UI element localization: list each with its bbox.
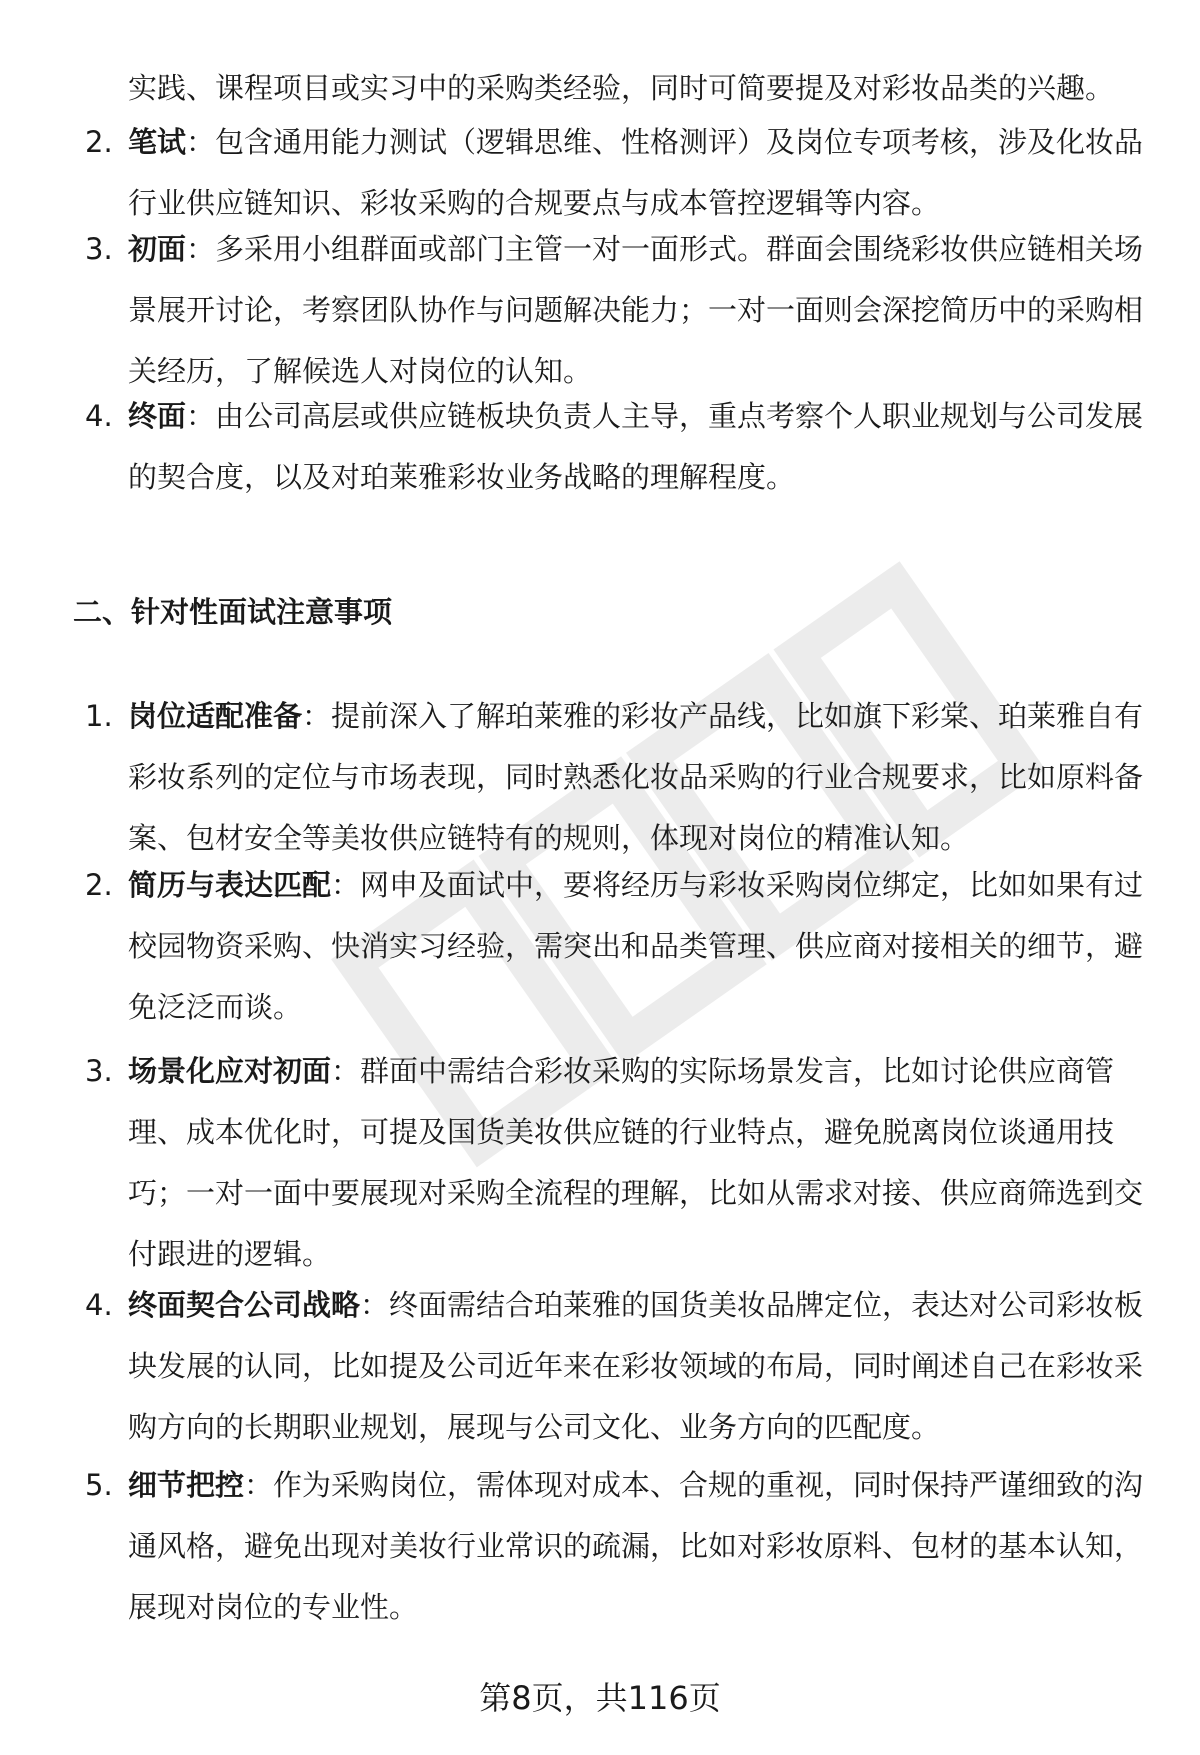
item-text: 作为采购岗位，需体现对成本、合规的重视，同时保持严谨细致的沟通风格，避免出现对美妆行业常识的疏漏，比如对彩妆原料、包材的基本认知，展现对岗位的专业性。 <box>128 1468 1144 1624</box>
item-text: 包含通用能力测试（逻辑思维、性格测评）及岗位专项考核，涉及化妆品行业供应链知识、彩妆采购的合规要点与成本管控逻辑等内容。 <box>128 125 1144 220</box>
tip-item-detail-control <box>85 1455 1145 1638</box>
list-number: 4. <box>85 1288 113 1322</box>
item-title: 简历与表达匹配 <box>128 868 332 902</box>
item-title: 终面契合公司战略 <box>128 1288 361 1322</box>
item-text: 网申及面试中，要将经历与彩妆采购岗位绑定，比如如果有过校园物资采购、快消实习经验，需突出和品类管理、供应商对接相关的细节，避免泛泛而谈。 <box>128 868 1144 1024</box>
list-number: 1. <box>85 699 113 733</box>
list-item-body: 笔试：包含通用能力测试（逻辑思维、性格测评）及岗位专项考核，涉及化妆品行业供应链知识、彩妆采购的合规要点与成本管控逻辑等内容。 <box>128 125 1144 220</box>
list-item-body: 细节把控：作为采购岗位，需体现对成本、合规的重视，同时保持严谨细致的沟通风格，避免出现对美妆行业常识的疏漏，比如对彩妆原料、包材的基本认知，展现对岗位的专业性。 <box>128 1468 1144 1624</box>
item-title: 初面 <box>128 232 187 266</box>
list-item-body: 初面：多采用小组群面或部门主管一对一面形式。群面会围绕彩妆供应链相关场景展开讨论，考察团队协作与问题解决能力；一对一面则会深挖简历中的采购相关经历，了解候选人对岗位的认知。 <box>128 232 1144 388</box>
tip-item-strategy-fit <box>85 1275 1145 1458</box>
item-title: 终面 <box>128 399 187 433</box>
item-title: 细节把控 <box>128 1468 245 1502</box>
item-title: 笔试 <box>128 125 187 159</box>
continuation-text: 实践、课程项目或实习中的采购类经验，同时可简要提及对彩妆品类的兴趣。 <box>128 71 1115 105</box>
list-item-body: 简历与表达匹配：网申及面试中，要将经历与彩妆采购岗位绑定，比如如果有过校园物资采购、快消实习经验，需突出和品类管理、供应商对接相关的细节，避免泛泛而谈。 <box>128 868 1144 1024</box>
tip-item-scenario-first-interview <box>85 1041 1145 1285</box>
process-item-first-interview <box>85 219 1145 402</box>
item-text: 多采用小组群面或部门主管一对一面形式。群面会围绕彩妆供应链相关场景展开讨论，考察团队协作与问题解决能力；一对一面则会深挖简历中的采购相关经历，了解候选人对岗位的认知。 <box>128 232 1144 388</box>
list-number: 3. <box>85 232 113 266</box>
list-item-body: 场景化应对初面：群面中需结合彩妆采购的实际场景发言，比如讨论供应商管理、成本优化时，可提及国货美妆供应链的行业特点，避免脱离岗位谈通用技巧；一对一面中要展现对采购全流程的理解，比如从需求对接、供应商筛选到交付跟进的逻辑。 <box>128 1054 1144 1271</box>
page-footer: 第8页，共116页 <box>479 1679 721 1717</box>
list-number: 4. <box>85 399 113 433</box>
list-number: 5. <box>85 1468 113 1502</box>
process-item-written-test <box>85 112 1145 234</box>
list-number: 3. <box>85 1054 113 1088</box>
item-title: 场景化应对初面 <box>128 1054 332 1088</box>
list-item-body: 终面契合公司战略：终面需结合珀莱雅的国货美妆品牌定位，表达对公司彩妆板块发展的认同，比如提及公司近年来在彩妆领域的布局，同时阐述自己在彩妆采购方向的长期职业规划，展现与公司文化、业务方向的匹配度。 <box>128 1288 1144 1444</box>
item-text: 提前深入了解珀莱雅的彩妆产品线，比如旗下彩棠、珀莱雅自有彩妆系列的定位与市场表现，同时熟悉化妆品采购的行业合规要求，比如原料备案、包材安全等美妆供应链特有的规则，体现对岗位的精准认知。 <box>128 699 1144 855</box>
list-item-body: 终面：由公司高层或供应链板块负责人主导，重点考察个人职业规划与公司发展的契合度，以及对珀莱雅彩妆业务战略的理解程度。 <box>128 399 1144 494</box>
list-number: 2. <box>85 125 113 159</box>
item-title: 岗位适配准备 <box>128 699 303 733</box>
tip-item-resume-match <box>85 855 1145 1038</box>
process-item-final-interview <box>85 386 1145 508</box>
tip-item-position-fit <box>85 686 1145 869</box>
list-item-body: 岗位适配准备：提前深入了解珀莱雅的彩妆产品线，比如旗下彩棠、珀莱雅自有彩妆系列的定位与市场表现，同时熟悉化妆品采购的行业合规要求，比如原料备案、包材安全等美妆供应链特有的规则，体现对岗位的精准认知。 <box>128 699 1144 855</box>
item-text: 由公司高层或供应链板块负责人主导，重点考察个人职业规划与公司发展的契合度，以及对珀莱雅彩妆业务战略的理解程度。 <box>128 399 1144 494</box>
item-text: 终面需结合珀莱雅的国货美妆品牌定位，表达对公司彩妆板块发展的认同，比如提及公司近年来在彩妆领域的布局，同时阐述自己在彩妆采购方向的长期职业规划，展现与公司文化、业务方向的匹配度。 <box>128 1288 1144 1444</box>
item-text: 群面中需结合彩妆采购的实际场景发言，比如讨论供应商管理、成本优化时，可提及国货美妆供应链的行业特点，避免脱离岗位谈通用技巧；一对一面中要展现对采购全流程的理解，比如从需求对接、供应商筛选到交付跟进的逻辑。 <box>128 1054 1144 1271</box>
list-number: 2. <box>85 868 113 902</box>
section-heading: 二、针对性面试注意事项 <box>73 595 393 629</box>
